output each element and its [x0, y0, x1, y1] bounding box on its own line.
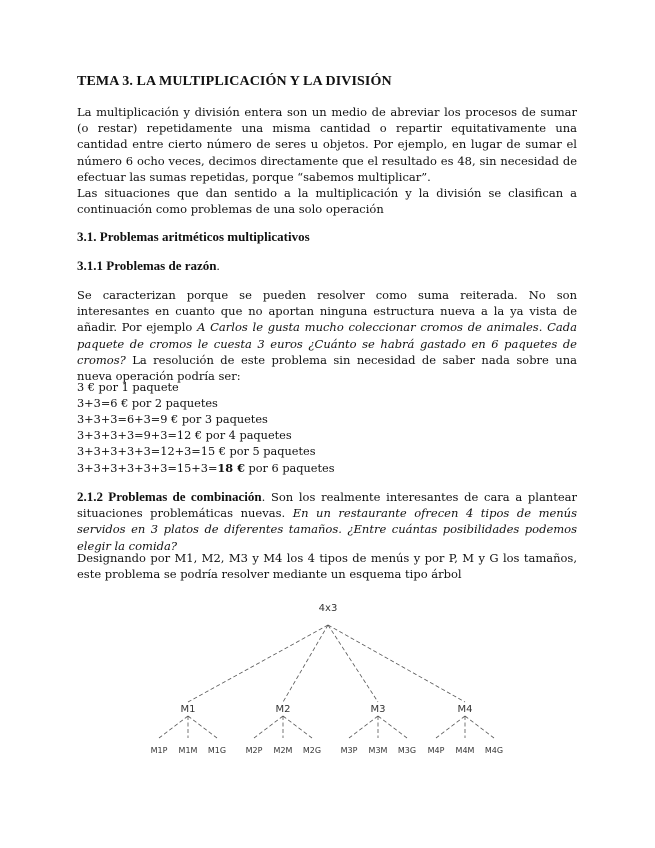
- section-heading-3-1-1-text: 3.1.1 Problemas de razón: [77, 258, 217, 273]
- tree-menu-label: M1: [180, 704, 196, 715]
- tree-leaf-line: [159, 716, 188, 738]
- tree-leaf-label: M2M: [273, 746, 293, 755]
- tree-leaf-line: [254, 716, 283, 738]
- tree-leaf-label: M3G: [397, 746, 417, 755]
- section-heading-2-1-2: 2.1.2 Problemas de combinación: [77, 489, 262, 504]
- tree-branch-line: [328, 625, 378, 702]
- combinacion-text-a: . Son los realmente interesantes de cara a plantear situaciones problemáticas nuevas.: [77, 490, 577, 521]
- tree-leaf-label: M4M: [455, 746, 475, 755]
- calc-line: 3+3=6 € por 2 paquetes: [77, 397, 218, 410]
- tree-diagram: [130, 595, 530, 765]
- combinacion-paragraph: [77, 489, 577, 554]
- calc-final-prefix: 3+3+3+3+3+3=15+3=: [77, 462, 218, 475]
- tree-leaf-label: M2P: [245, 746, 263, 755]
- tree-leaf-label: M3M: [368, 746, 388, 755]
- tree-menu-label: M4: [457, 704, 473, 715]
- calc-line: 3 € por 1 paquete: [77, 381, 179, 394]
- tree-leaf-line: [349, 716, 378, 738]
- page-title: TEMA 3. LA MULTIPLICACIÓN Y LA DIVISIÓN: [77, 74, 392, 89]
- tree-leaf-label: M1G: [207, 746, 227, 755]
- calc-line: 3+3+3=6+3=9 € por 3 paquetes: [77, 413, 268, 426]
- tree-root-label: 4x3: [318, 603, 338, 614]
- section-heading-3-1-1-dot: .: [216, 258, 220, 273]
- calc-final-result: 18 €: [217, 461, 245, 475]
- calc-final-suffix: por 6 paquetes: [244, 462, 335, 475]
- tree-leaf-line: [378, 716, 407, 738]
- tree-branch-line: [188, 625, 328, 702]
- tree-branch-line: [328, 625, 465, 702]
- calc-line-final: [77, 460, 335, 477]
- razon-paragraph: [77, 287, 577, 384]
- intro-paragraph-2: Las situaciones que dan sentido a la multiplicación y la división se clasifican a continuación como problemas de una solo operación: [77, 186, 577, 217]
- razon-example-italic: A Carlos le gusta mucho coleccionar cromos de animales. Cada paquete de cromos le cuesta 3 euros ¿Cuánto se habrá gastado en 6 paquetes de cromos?: [77, 320, 577, 367]
- combinacion-paragraph-2: Designando por M1, M2, M3 y M4 los 4 tipos de menús y por P, M y G los tamaños, este problema se podría resolver mediante un esquema tipo árbol: [77, 551, 577, 582]
- section-heading-3-1: 3.1. Problemas aritméticos multiplicativos: [77, 229, 310, 244]
- intro-paragraph-1: La multiplicación y división entera son un medio de abreviar los procesos de sumar (o restar) repetidamente una misma cantidad o repartir equitativamente una cantidad entre cierto número de seres u objetos. Por ejemplo, en lugar de sumar el número 6 ocho veces, decimos directamente que el resultado es 48, sin necesidad de efectuar las sumas repetidas, porque “sabemos multiplicar”.: [77, 105, 577, 184]
- combinacion-example-italic: En un restaurante ofrecen 4 tipos de menús servidos en 3 platos de diferentes tamaños. ¿Entre cuántas posibilidades podemos elegir la comida?: [77, 506, 577, 553]
- calc-line: 3+3+3+3=9+3=12 € por 4 paquetes: [77, 429, 292, 442]
- tree-leaf-label: M2G: [302, 746, 322, 755]
- section-heading-3-1-1: [77, 258, 220, 274]
- tree-leaf-label: M3P: [340, 746, 358, 755]
- calc-line: 3+3+3+3+3=12+3=15 € por 5 paquetes: [77, 445, 316, 458]
- tree-leaf-line: [188, 716, 217, 738]
- razon-text-a: Se caracterizan porque se pueden resolver como suma reiterada. No son interesantes en cuanto que no aportan ninguna estructura nueva a la ya vista de añadir. Por ejemplo: [77, 288, 577, 335]
- tree-leaf-line: [283, 716, 312, 738]
- tree-leaf-label: M1M: [178, 746, 198, 755]
- tree-branch-line: [283, 625, 328, 702]
- tree-leaf-line: [465, 716, 494, 738]
- tree-leaf-label: M1P: [150, 746, 168, 755]
- tree-menu-label: M2: [275, 704, 291, 715]
- razon-text-b: La resolución de este problema sin necesidad de saber nada sobre una nueva operación podría ser:: [77, 352, 577, 384]
- tree-menu-label: M3: [370, 704, 386, 715]
- tree-leaf-line: [436, 716, 465, 738]
- tree-leaf-label: M4P: [427, 746, 445, 755]
- tree-leaf-label: M4G: [484, 746, 504, 755]
